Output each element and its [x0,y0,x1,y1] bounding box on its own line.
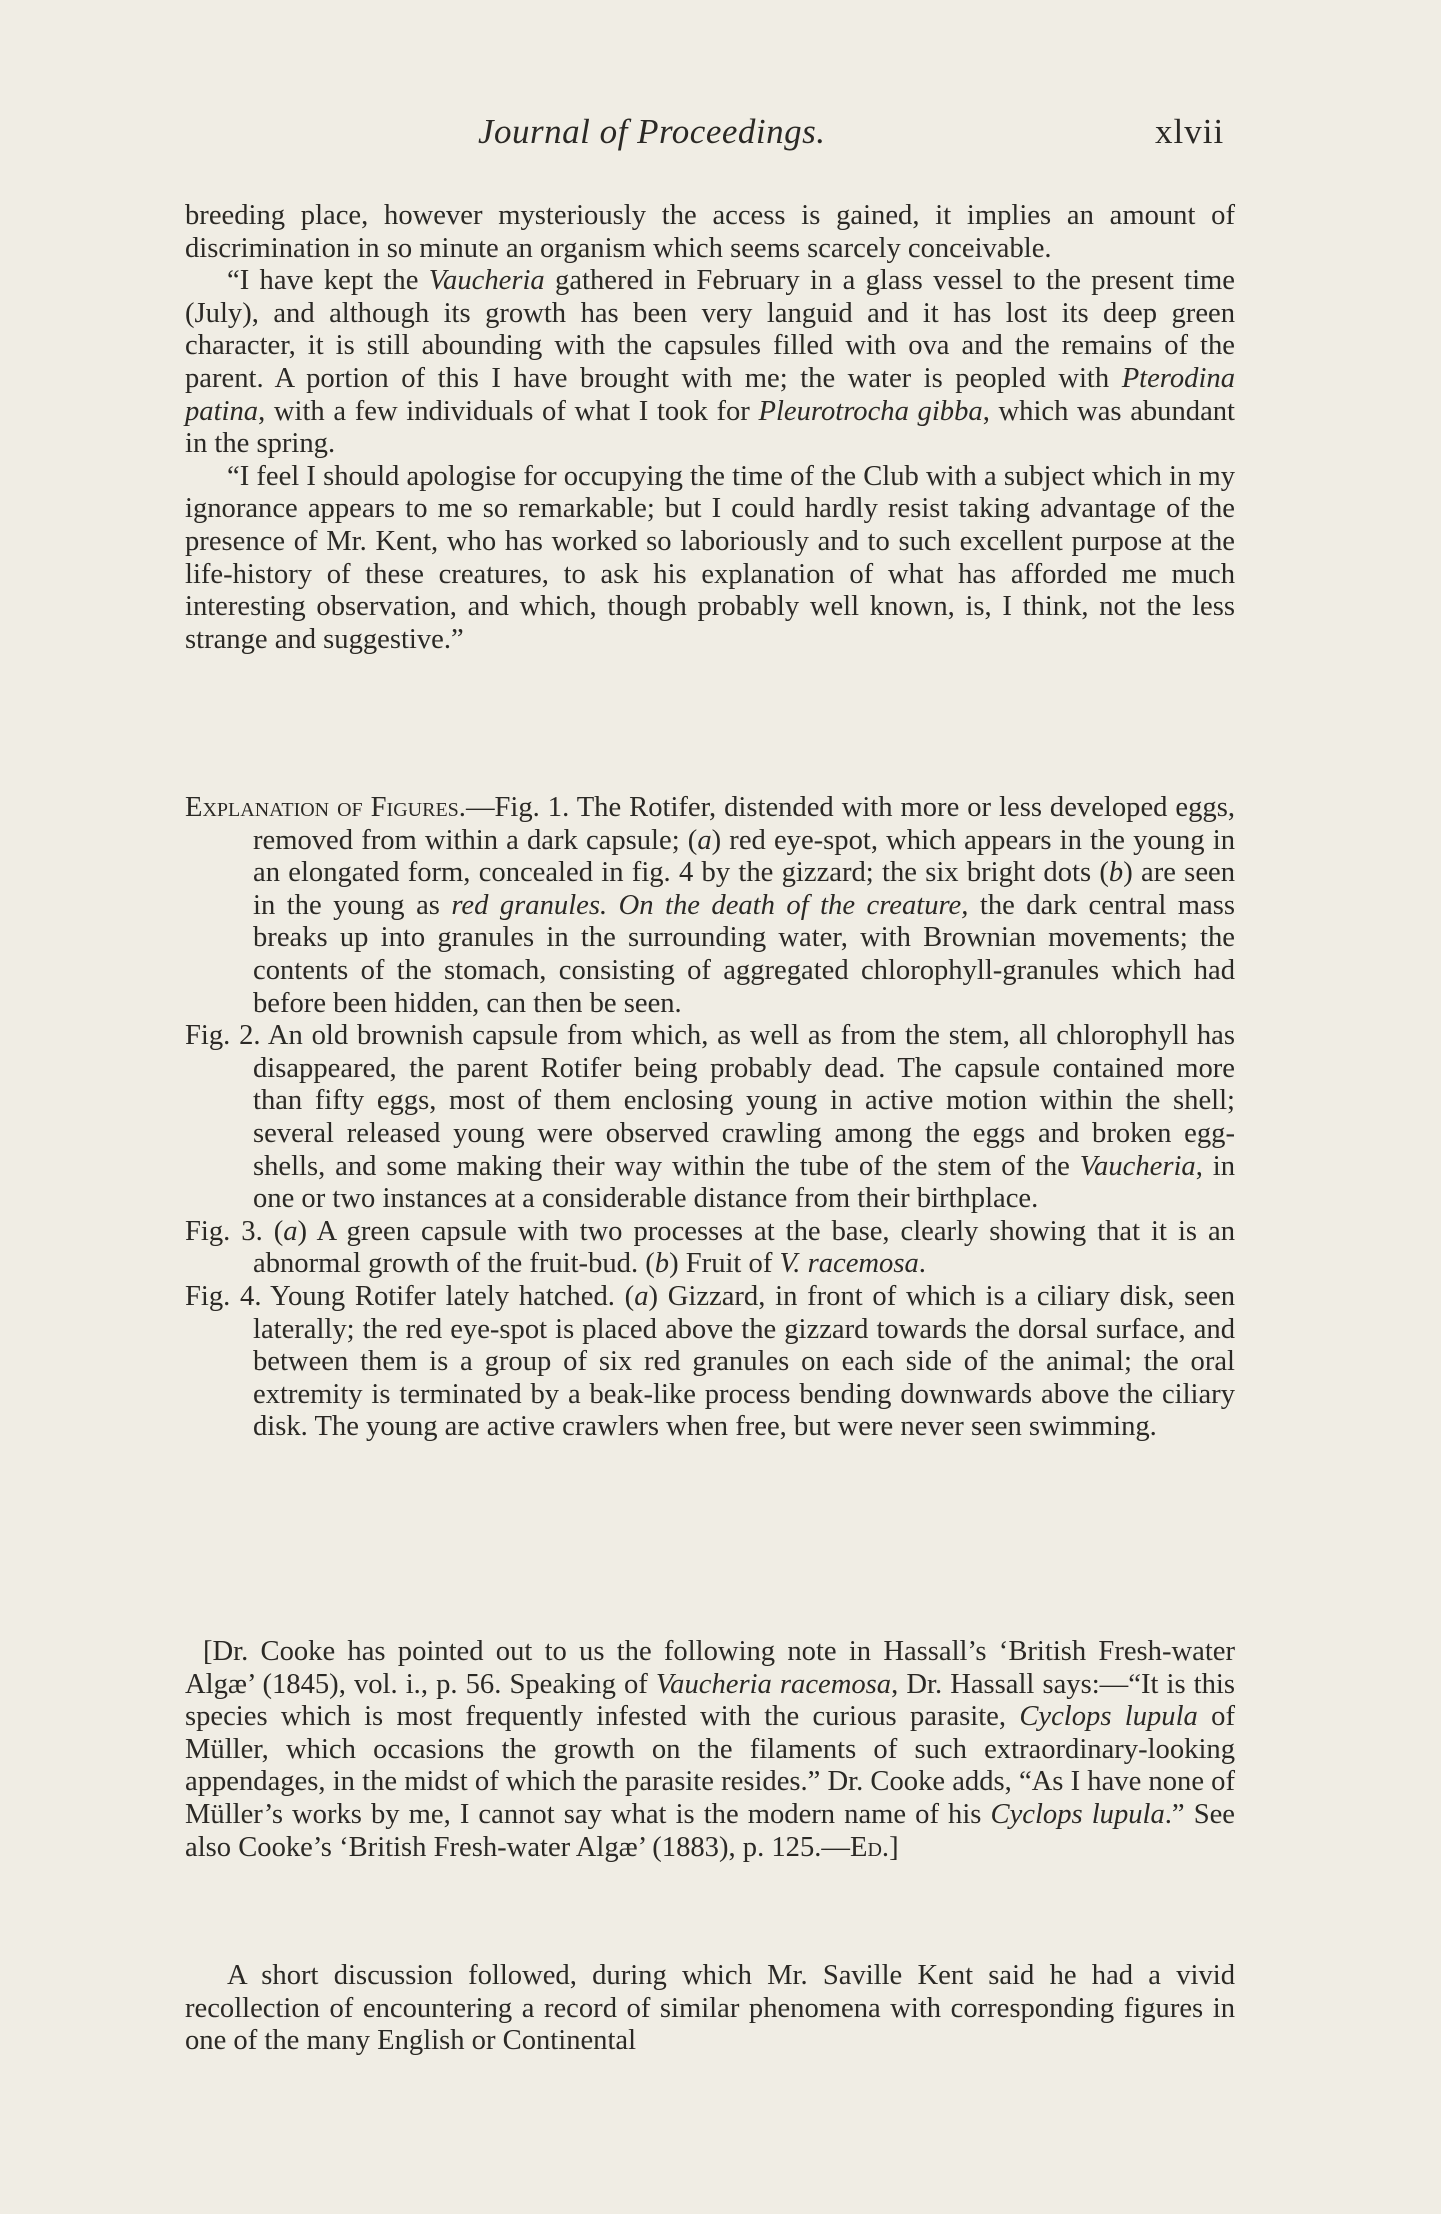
letter-text [185,200,1235,656]
page-number: xlvii [1155,112,1225,151]
running-title: Journal of Proceedings. [478,112,826,151]
species-name: Pleurotrocha gibba [758,395,983,427]
editor-signature: Ed. [850,1831,890,1863]
section-heading: Explanation of Figures. [185,792,466,823]
figure-caption-1: Explanation of Figures.—Fig. 1. The Rotifer, distended with more or less developed eggs, removed from within a dark capsule; (a) red eye-spot, which appears in the young in an elongated form, concealed in fig. 4 by the gizzard; the six bright dots (b) are seen in the young as red granules. On the death of the creature, the dark central mass breaks up into granules in the surrounding water, with Brownian movements; the contents of the stomach, consisting of aggregated chlorophyll-granules which had before been hidden, can then be seen. [185,792,1235,1019]
page-header [0,112,1441,162]
figure-caption-4: Fig. 4. Young Rotifer lately hatched. (a) Gizzard, in front of which is a ciliary disk, seen laterally; the red eye-spot is placed above the gizzard towards the dorsal surface, and between them is a group of six red granules on each side of the animal; the oral extremity is terminated by a beak-like process bending downwards above the ciliary disk. The young are active crawlers when free, but were never seen swimming. [185,1280,1235,1443]
paragraph: [Dr. Cooke has pointed out to us the following note in Hassall’s ‘British Fresh-water Algæ’ (1845), vol. i., p. 56. Speaking of Vaucheria racemosa, Dr. Hassall says:—“It is this species which is most frequently infested with the curious parasite, Cyclops lupula of Müller, which occasions the growth on the filaments of such extraordinary-looking appendages, in the midst of which the parasite resides.” Dr. Cooke adds, “As I have none of Müller’s works by me, I cannot say what is the modern name of his Cyclops lupula.” See also Cooke’s ‘British Fresh-water Algæ’ (1883), p. 125.—Ed.] [185,1636,1235,1863]
closing-text [185,1960,1235,2058]
paragraph: breeding place, however mysteriously the access is gained, it implies an amount of discrimination in so minute an organism which seems scarcely conceivable. [185,200,1235,264]
figure-caption-2: Fig. 2. An old brownish capsule from which, as well as from the stem, all chlorophyll has disappeared, the parent Rotifer being probably dead. The capsule contained more than fifty eggs, most of them enclosing young in active motion within the shell; several released young were observed crawling among the eggs and broken egg-shells, and some making their way within the tube of the stem of the Vaucheria, in one or two instances at a considerable distance from their birthplace. [185,1020,1235,1215]
figure-caption-3: Fig. 3. (a) A green capsule with two processes at the base, clearly showing that it is an abnormal growth of the fruit-bud. (b) Fruit of V. racemosa. [185,1215,1235,1280]
species-name: Vaucheria [428,265,545,297]
paragraph: A short discussion followed, during which Mr. Saville Kent said he had a vivid recollection of encountering a record of similar phenomena with corresponding figures in one of the many English or Continental [185,1960,1235,2057]
paragraph: “I have kept the Vaucheria gathered in February in a glass vessel to the present time (July), and although its growth has been very languid and it has lost its deep green character, it is still abounding with the capsules filled with ova and the remains of the parent. A portion of this I have brought with me; the water is peopled with Pterodina patina, with a few individuals of what I took for Pleurotrocha gibba, which was abundant in the spring. [185,265,1236,460]
explanation-of-figures [185,792,1235,1444]
editor-note [185,1636,1235,1864]
species-name: Pterodina patina [185,362,1235,427]
paragraph: “I feel I should apologise for occupying the time of the Club with a subject which in my ignorance appears to me so remarkable; but I could hardly resist taking advantage of the presence of Mr. Kent, who has worked so laboriously and to such excellent purpose at the life-history of these creatures, to ask his explanation of what has afforded me much interesting observation, and which, though probably well known, is, I think, not the less strange and suggestive.” [185,460,1235,655]
